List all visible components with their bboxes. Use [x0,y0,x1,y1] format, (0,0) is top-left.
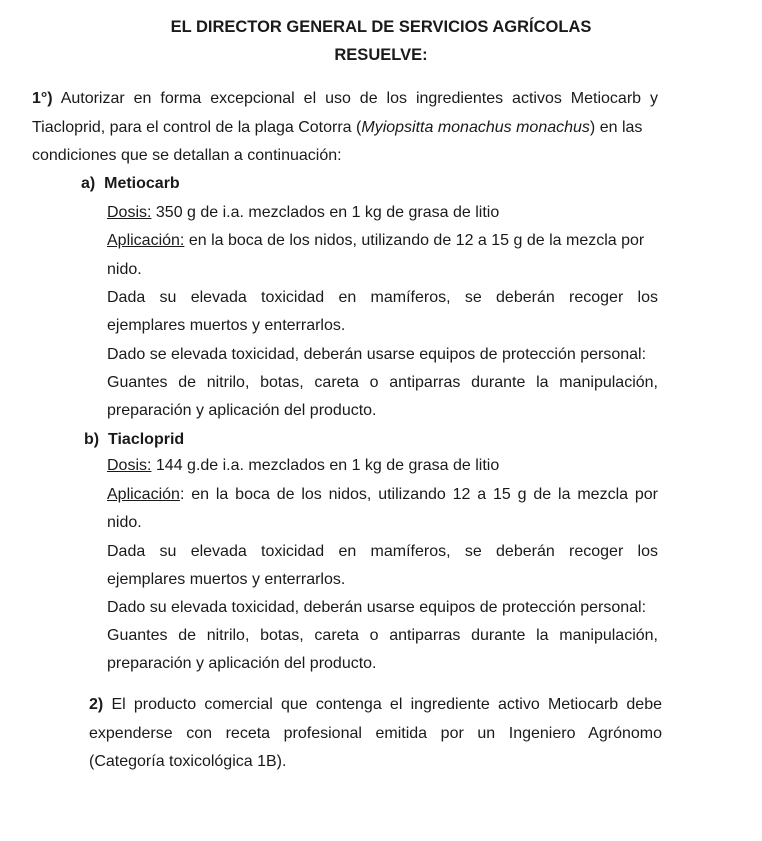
text: Tiacloprid, para el control de la plaga Cotorra ( [32,119,362,136]
aplicacion-label: Aplicación [107,486,180,503]
toxicity-line-2: ejemplares muertos y enterrarlos. [107,317,346,334]
ppe-line-3: preparación y aplicación del producto. [107,402,377,419]
species-name: Myiopsitta monachus monachus [361,119,590,136]
item-name: Metiocarb [104,175,180,192]
toxicity-line-1: Dada su elevada toxicidad en mamíferos, se deberán recoger los [107,543,658,560]
toxicity-line-2: ejemplares muertos y enterrarlos. [107,571,346,588]
dosis-label: Dosis: [107,204,152,221]
item-marker: b) [84,431,100,448]
article-2-line-2: expenderse con receta profesional emitida por un Ingeniero Agrónomo [89,725,662,742]
item-heading [81,174,180,194]
text: ) en las [589,119,643,136]
aplicacion-cont: nido. [107,514,142,531]
aplicacion-line [107,231,644,251]
document-title: EL DIRECTOR GENERAL DE SERVICIOS AGRÍCOLAS [170,18,592,36]
article-1-number: 1°) [32,90,53,107]
dosis-line [107,456,499,476]
article-2-line-3: (Categoría toxicológica 1B). [89,753,287,770]
aplicacion-cont: nido. [107,261,142,278]
ppe-line-2: Guantes de nitrilo, botas, careta o antiparras durante la manipulación, [107,374,658,391]
article-1-text: Autorizar en forma excepcional el uso de los ingredientes activos Metiocarb y [60,90,658,107]
article-2-text: El producto comercial que contenga el ingrediente activo Metiocarb debe [111,696,662,713]
article-1-line-2 [32,118,642,138]
dosis-text: 350 g de i.a. mezclados en 1 kg de grasa de litio [151,204,500,221]
aplicacion-label: Aplicación: [107,232,185,249]
ppe-line-1: Dado su elevada toxicidad, deberán usarse equipos de protección personal: [107,599,647,616]
aplicacion-text: en la boca de los nidos, utilizando de 12 a 15 g de la mezcla por [184,232,645,249]
document-subtitle: RESUELVE: [334,46,428,64]
item-marker: a) [81,175,96,192]
ppe-line-2: Guantes de nitrilo, botas, careta o antiparras durante la manipulación, [107,627,658,644]
dosis-line [107,203,499,223]
dosis-label: Dosis: [107,457,152,474]
article-2-line-1 [89,695,662,715]
aplicacion-line [107,485,658,505]
item-heading [84,430,184,450]
dosis-text: 144 g.de i.a. mezclados en 1 kg de grasa de litio [151,457,500,474]
ppe-line-3: preparación y aplicación del producto. [107,655,377,672]
article-1-line-1 [32,89,658,109]
article-2-number: 2) [89,696,104,713]
toxicity-line-1: Dada su elevada toxicidad en mamíferos, se deberán recoger los [107,289,658,306]
item-name: Tiacloprid [108,431,185,448]
aplicacion-text: : en la boca de los nidos, utilizando 12 a 15 g de la mezcla por [179,486,658,503]
article-1-line-3: condiciones que se detallan a continuación: [32,147,342,164]
ppe-line-1: Dado se elevada toxicidad, deberán usarse equipos de protección personal: [107,346,647,363]
